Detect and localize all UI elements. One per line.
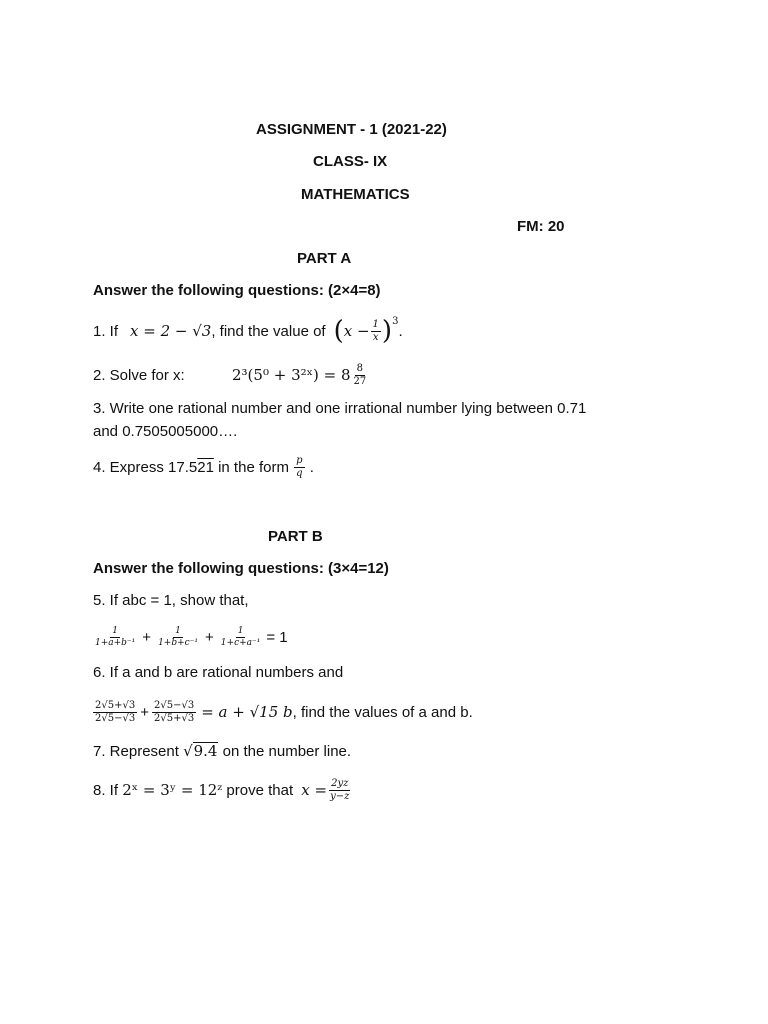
q4-end: . [305,458,314,476]
part-b-heading: PART B [268,528,323,545]
q5-frac3-den: 1+c+a⁻¹ [220,637,261,648]
q1-number: 1. If [93,322,119,340]
q3-line-2: and 0.7505005000…. [93,423,238,440]
q7-post: on the number line. [218,742,352,760]
q8-lhs: x = [301,781,328,799]
class-label: CLASS- IX [313,153,388,170]
q2-fraction-denominator: 27 [353,375,367,387]
full-marks: FM: 20 [517,218,565,235]
q1-target-expression: ( x − $\frac{1}{x}$ ) $^3$ [333,316,399,346]
q6-text: 6. If a and b are rational numbers and [93,664,344,681]
question-4 [93,452,314,482]
q4-frac-p: p [296,454,303,466]
q4-mid: in the form [213,458,294,476]
question-2 [93,360,369,390]
q1-expression: x = 2 − √3 [130,322,212,340]
question-8 [93,772,352,808]
q4-frac-q: q [296,467,303,479]
q6-rhs: = a + √15 b [201,703,293,721]
assignment-title: ASSIGNMENT - 1 (2021-22) [256,121,447,138]
q6-frac1-den: 2√5−√3 [95,712,136,724]
question-7: 7. Represent √ 9.4 on the number line. [93,742,352,761]
q5-frac2-num: 1 [175,625,181,636]
q6-frac2-num: 2√5−√3 [153,699,195,711]
q6-tail: , find the values of a and b. [292,703,473,721]
q8-mid: prove that [222,781,298,799]
q6-frac1-num: 2√5+√3 [95,699,136,711]
q8-pre: 8. If [93,781,123,799]
q5-frac1-den: 1+a+b⁻¹ [95,637,136,648]
part-a-heading: PART A [297,250,352,267]
q7-radicand: 9.4 [193,742,218,761]
q1-end: . [398,322,403,340]
q5-frac2-den: 1+b+c⁻¹ [158,637,199,648]
q8-frac-num: 2yz [331,777,349,789]
q2-fraction-numerator: 8 [356,362,364,374]
q8-expression: 2ˣ = 3ʸ = 12ᶻ [122,781,223,799]
q4-pre: 4. Express 17.5 [93,458,198,476]
part-b-instruction: Answer the following questions: (3×4=12) [93,560,389,577]
q5-frac1-num: 1 [112,625,119,636]
q3-line-1: 3. Write one rational number and one irrational number lying between 0.71 [93,400,587,417]
q4-repeating-digits: 21 [197,458,214,476]
part-a-instruction: Answer the following questions: (2×4=8) [93,282,381,299]
question-1 [93,312,403,350]
q7-pre: 7. Represent [93,742,184,760]
q1-mid-text: , find the value of [211,322,326,340]
q5-plus-2: + [205,628,214,646]
q5-plus-1: + [142,628,152,646]
q5-equation [92,620,288,654]
subject-label: MATHEMATICS [301,186,410,203]
q8-frac-den: y−z [330,790,350,802]
q6-equation: $\frac{2√5+√3}{2√5-√3}$ + $\frac{2√5-√3}{2√5+√3}$ = a + √15 b , find the values of a and b. [95,699,473,724]
q2-text: 2. Solve for x: [93,366,185,384]
q6-frac2-den: 2√5+√3 [153,712,195,724]
q5-result: = 1 [266,628,288,646]
q5-frac3-num: 1 [237,625,244,636]
q2-equation: 2³(5⁰ + 3²ˣ) = 8 [232,366,351,384]
q5-text: 5. If abc = 1, show that, [93,592,249,609]
